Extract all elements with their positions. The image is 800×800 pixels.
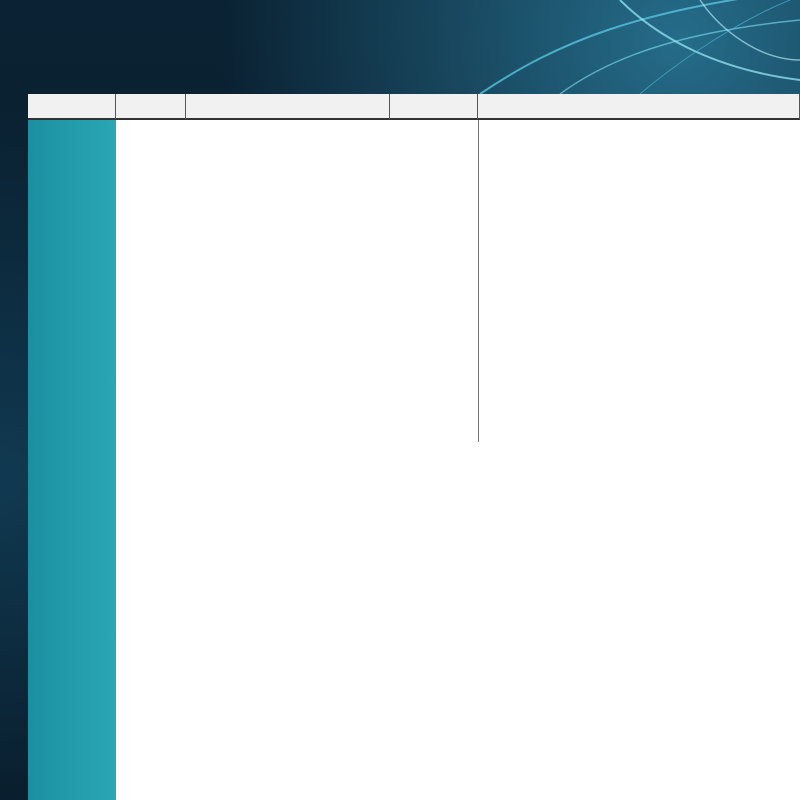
column-header-c[interactable] (186, 94, 390, 120)
column-header-d[interactable] (390, 94, 478, 120)
column-a-background (28, 120, 116, 800)
column-header-b[interactable] (116, 94, 186, 120)
column-header-e[interactable] (478, 94, 800, 120)
decorative-swirl (0, 0, 800, 94)
heatmap-chart (479, 120, 800, 442)
column-header-a[interactable] (28, 94, 116, 120)
spreadsheet[interactable] (28, 94, 800, 800)
chart-panel (478, 120, 800, 442)
